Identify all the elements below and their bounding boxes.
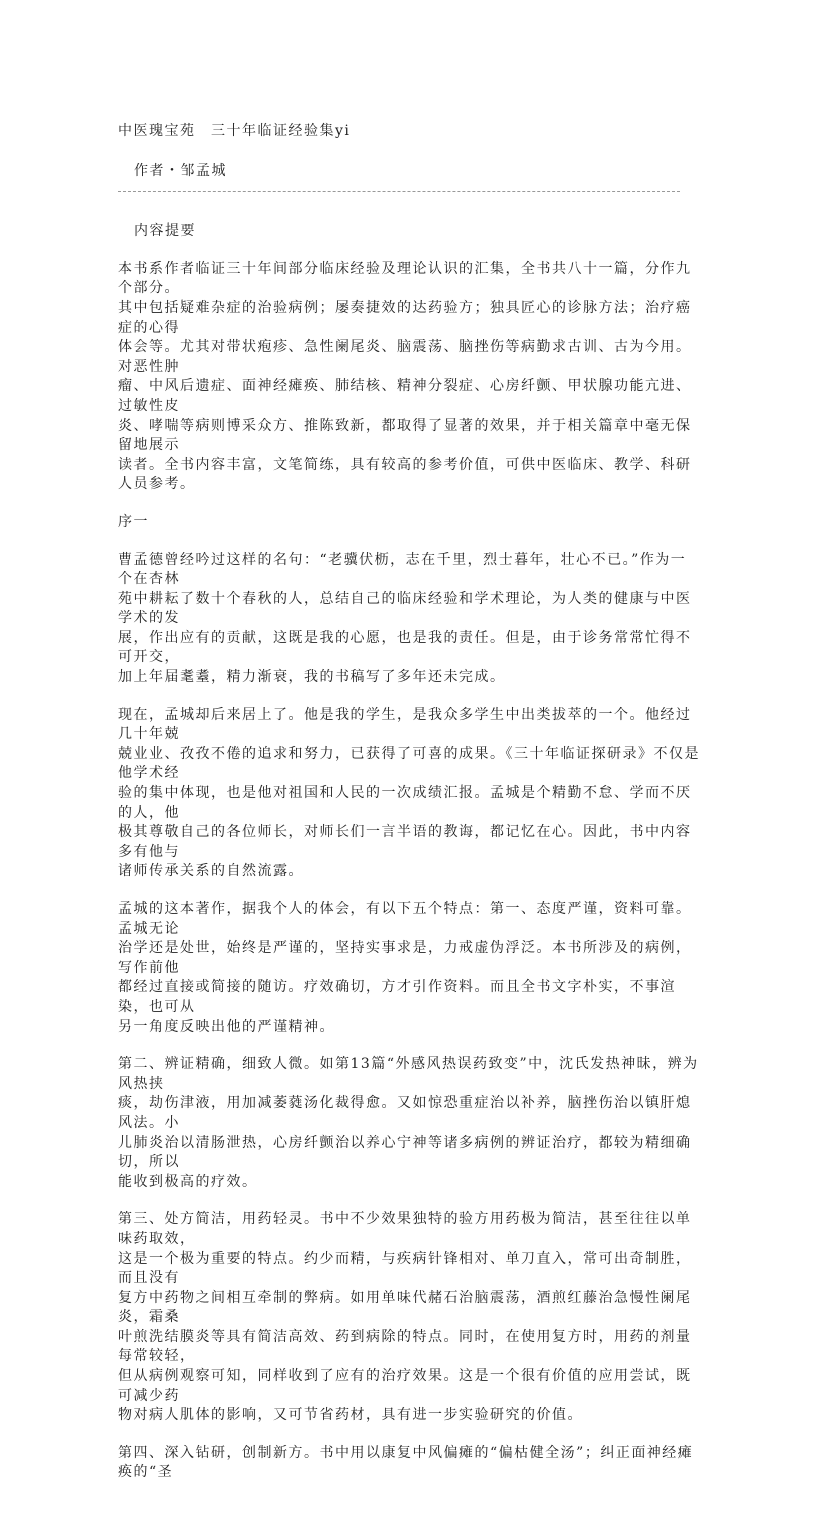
- text-line: 极其尊敬自己的各位师长，对师长们一言半语的教诲，都记忆在心。因此，书中内容多有他与: [118, 824, 692, 860]
- preface-paragraph-2: [118, 706, 700, 882]
- summary-heading: 内容提要: [134, 223, 196, 240]
- document-title: 中医瑰宝苑 三十年临证经验集yi: [118, 123, 351, 139]
- preface-paragraph-4: [118, 1055, 700, 1192]
- text-line: 体会等。尤其对带状疱疹、急性阑尾炎、脑震荡、脑挫伤等病勤求古训、古为今用。对恶性肿: [118, 339, 692, 375]
- text-line: 复方中药物之间相互牵制的弊病。如用单味代赭石治脑震荡，酒煎红藤治急慢性阑尾炎，霜桑: [118, 1289, 692, 1326]
- text-line: 炎、哮喘等病则博采众方、推陈致新，都取得了显著的效果，并于相关篇章中毫无保留地展示: [118, 417, 692, 454]
- text-line: 另一角度反映出他的严谨精神。: [118, 1018, 335, 1035]
- text-line: 展，作出应有的贡献，这既是我的心愿，也是我的责任。但是，由于诊务常常忙得不可开交，: [118, 629, 692, 666]
- text-line: 物对病人肌体的影响，又可节省药材，具有进一步实验研究的价值。: [118, 1407, 583, 1424]
- text-line: 瘤、中风后遗症、面神经瘫痪、肺结核、精神分裂症、心房纤颤、甲状腺功能亢进、过敏性皮: [118, 378, 692, 414]
- text-line: 加上年届耄耋，精力渐衰，我的书稿写了多年还未完成。: [118, 669, 506, 686]
- text-line: 痰，劫伤津液，用加减萎蕤汤化裁得愈。又如惊恐重症治以补养，脑挫伤治以镇肝熄风法。小: [118, 1095, 692, 1131]
- summary-paragraph: [118, 260, 700, 495]
- preface-heading: 序一: [118, 513, 149, 530]
- text-line: 曹孟德曾经吟过这样的名句：“老骥伏枥，志在千里，烈士暮年，壮心不已。”作为一个在杏林: [118, 551, 687, 588]
- text-line: 读者。全书内容丰富，文笔简练，具有较高的参考价值，可供中医临床、教学、科研人员参考。: [118, 456, 692, 493]
- preface-paragraph-5: [118, 1210, 700, 1426]
- text-line: 验的集中体现，也是他对祖国和人民的一次成绩汇报。孟城是个精勤不怠、学而不厌的人，他: [118, 785, 692, 821]
- text-line: 第三、处方简洁，用药轻灵。书中不少效果独特的验方用药极为简洁，甚至往往以单味药取效，: [118, 1211, 692, 1247]
- text-line: 苑中耕耘了数十个春秋的人，总结自己的临床经验和学术理论，为人类的健康与中医学术的发: [118, 590, 692, 627]
- text-line: 能收到极高的疗效。: [118, 1173, 258, 1190]
- text-line: 诸师传承关系的自然流露。: [118, 863, 304, 880]
- text-line: 这是一个极为重要的特点。约少而精，与疾病针锋相对、单刀直入，常可出奇制胜，而且没有: [118, 1250, 692, 1287]
- preface-paragraph-3: [118, 900, 700, 1037]
- text-line: 本书系作者临证三十年间部分临床经验及理论认识的汇集，全书共八十一篇，分作九个部分。: [118, 260, 692, 297]
- author-line: 作者・邹孟城: [134, 162, 227, 179]
- text-line: 其中包括疑难杂症的治验病例；屡奏捷效的达药验方；独具匠心的诊脉方法；治疗癌症的心得: [118, 299, 692, 336]
- text-line: 都经过直接或简接的随访。疗效确切，方才引作资料。而且全书文字朴实，不事渲染，也可从: [118, 979, 676, 1015]
- text-line: 兢业业、孜孜不倦的追求和努力，已获得了可喜的成果。《三十年临证探研录》不仅是他学术经: [118, 745, 700, 782]
- dashed-divider: [118, 191, 680, 192]
- text-line: 孟城的这本著作，据我个人的体会，有以下五个特点：第一、态度严谨，资料可靠。孟城无论: [118, 901, 692, 937]
- text-line: 第二、辨证精确，细致人微。如第13篇“外感风热误药致变”中，沈氏发热神昧，辨为风热挟: [118, 1056, 699, 1092]
- text-line: 但从病例观察可知，同样收到了应有的治疗效果。这是一个很有价值的应用尝试，既可减少药: [118, 1368, 692, 1404]
- text-line: 治学还是处世，始终是严谨的，坚持实事求是，力戒虚伪浮泛。本书所涉及的病例，写作前他: [118, 940, 692, 976]
- preface-paragraph-1: [118, 551, 700, 688]
- preface-paragraph-6: [118, 1444, 700, 1483]
- text-line: 叶煎洗结膜炎等具有简洁高效、药到病除的特点。同时，在使用复方时，用药的剂量每常较轻，: [118, 1328, 692, 1365]
- text-line: 儿肺炎治以清肠泄热，心房纤颤治以养心宁神等诸多病例的辨证治疗，都较为精细确切，所以: [118, 1134, 692, 1171]
- text-line: 第四、深入钻研，创制新方。书中用以康复中风偏瘫的“偏枯健全汤”；纠正面神经瘫痪的“圣: [118, 1444, 694, 1481]
- text-line: 现在，孟城却后来居上了。他是我的学生，是我众多学生中出类拔萃的一个。他经过几十年兢: [118, 706, 692, 743]
